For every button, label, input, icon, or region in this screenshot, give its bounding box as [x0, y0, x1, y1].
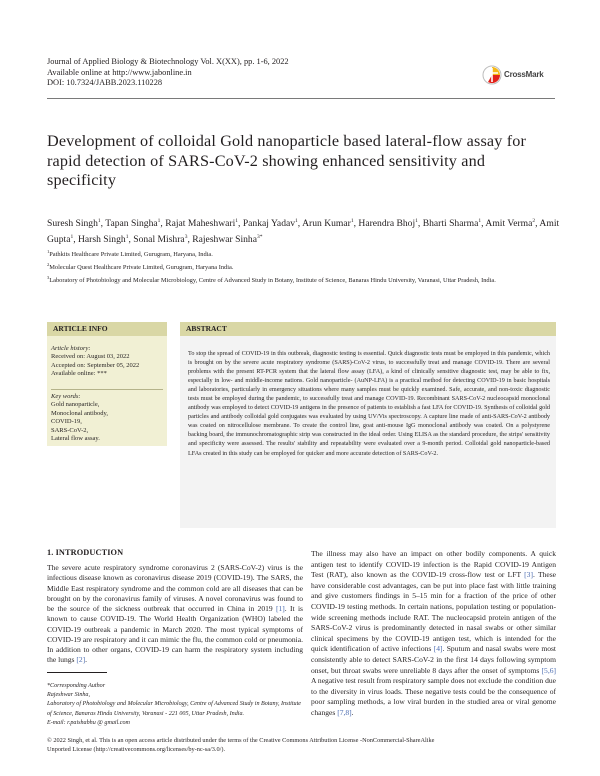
keyword-item: Lateral flow assay.	[51, 435, 100, 443]
author-list: Suresh Singh$^1$, Tapan Singha$^1$, Rajat Maheshwari$^1$, Pankaj Yadav$^1$, Arun Kumar$^1$, Harendra Bhoj$^1$, Bharti Sharma$^1$, Amit Verma$^2$, Amit Gupta$^1$, Harsh Singh$^1$, Sonal Mishra$^3$, Rajeshwar Sinha$^{3*}$	[47, 218, 560, 245]
article-title: Development of colloidal Gold nanoparticle based lateral-flow assay for rapid detection of SARS-CoV-2 showing enhanced sensitivity and specificity	[47, 132, 527, 190]
abstract-heading: ABSTRACT	[180, 322, 556, 336]
article-info-heading: ARTICLE INFO	[47, 322, 167, 336]
affiliation-text: Molecular Quest Healthcare Private Limited, Gurugram, Haryana India.	[49, 264, 234, 272]
author-name: Harendra Bhoj	[358, 218, 416, 230]
author-affiliation-mark: 1	[350, 218, 354, 224]
crossmark-icon	[482, 65, 502, 85]
intro-text: The illness may also have an impact on other bodily components. A quick antigen test to identify COVID-19 infection is the Rapid COVID-19 Antigen Test (RAT), also known as the COVID-19 cross-flow test or LFT	[311, 549, 556, 580]
intro-column-right	[311, 549, 556, 719]
author-affiliation-mark: 1	[70, 233, 74, 240]
journal-header	[47, 57, 289, 89]
affiliation-text: Laboratory of Photobiology and Molecular Microbiology, Centre of Advanced Study in Botany, Institute of Science, Banaras Hindu University, Varanasi, Uttar Pradesh, India.	[49, 277, 496, 285]
author-name: Harsh Singh	[78, 233, 126, 245]
author-affiliation-mark: 1	[97, 218, 101, 224]
header-divider	[47, 98, 555, 99]
author-name: Amit Gupta	[47, 218, 560, 245]
affiliation-item	[47, 247, 562, 260]
author-name: Arun Kumar	[302, 218, 351, 230]
license-line: © 2022 Singh, et al. This is an open access article distributed under the terms of the Creative Commons Attribution License -NonCommercial-ShareAlike	[47, 737, 435, 744]
author-affiliation-mark: 2	[532, 218, 536, 224]
affiliation-item	[47, 273, 562, 286]
available-date: Available online: ***	[51, 370, 107, 378]
keyword-item: Monoclonal antibody,	[51, 409, 108, 417]
section-heading-introduction: 1. INTRODUCTION	[47, 548, 124, 557]
intro-column-left	[47, 563, 303, 666]
author-name: Amit Verma	[485, 218, 533, 230]
author-affiliation-mark: 1	[125, 233, 129, 240]
affiliation-mark: 2	[47, 262, 50, 268]
author-affiliation-mark: 3	[184, 233, 188, 240]
article-history	[51, 345, 139, 379]
info-separator	[51, 389, 163, 390]
keyword-item: SARS-CoV-2,	[51, 426, 89, 434]
corresponding-email[interactable]: E-mail: r.paishabhu @ gmail.com	[47, 719, 130, 726]
corresponding-lab: Laboratory of Photobiology and Molecular Microbiology, Centre of Advanced Study in Botany, Institute of Science, Banaras Hindu University, Varanasi - 221 005, Uttar Pradesh, India.	[47, 701, 301, 717]
author-name: Tapan Singha	[105, 218, 158, 230]
keywords-section	[51, 393, 108, 443]
affiliation-mark: 3	[47, 275, 50, 281]
intro-text: . These have considerable cost advantages, can be put into place fast with little training and give customers findings in 5–15 min for a fraction of the price of other COVID-19 testing methods. In certain nations, population testing or population-wide screening methods include RAT. The nucleocapsid protein antigen of the SARS-CoV-2 virus is predominantly detected in nasal swabs or other similar clinical specimens by the COVID-19 antigen test, which is intended for the quick identification of active infections	[311, 570, 556, 654]
affiliation-item	[47, 260, 562, 273]
corresponding-name: Rajeshwar Sinha,	[47, 692, 90, 699]
intro-text: . Sputum and nasal swabs were most consistently able to detect SARS-CoV-2 in the first 14 days following symptom onset, but throat swabs were unreliable 8 days after the onset of symptoms	[311, 644, 556, 675]
available-online: Available online at http://www.jabonline.in	[47, 67, 192, 77]
license-footer	[47, 737, 557, 754]
keywords-label: Key words:	[51, 393, 81, 400]
citation-link[interactable]: [3]	[524, 570, 533, 580]
author-affiliation-mark: 1	[235, 218, 239, 224]
author-affiliation-mark: 1	[295, 218, 298, 224]
abstract-text: To stop the spread of COVID-19 in this outbreak, diagnostic testing is essential. Quick diagnostic tests must be employed in this pandemic, which is brought on by the severe acute respiratory syndrome (SARS)-CoV-2 virus, to successfully treat and manage COVID-19. There are several problems with the present RT-PCR system that the lateral flow assay (LFA), a kind of clinically sensitive diagnostic test, may be able to fix, especially in low- and middle-income nations. Gold nanoparticle- (AuNP-LFA) is a practical method for detecting COVID-19 in basic hospitals and laboratories, particularly in emergency situations where many samples must be quickly examined. Safe, accurate, and non-toxic diagnostic tests must be employed during the pandemic, to successfully treat and manage COVID-19. Recombinant SARS-CoV-2 nucleocapsid monoclonal antibody was employed to detect COVID-19 antigens in the presence of patients to establish a fast LFA for COVID-19. Synthesis of colloidal gold particles and antibody colloidal gold conjugates was evaluated by using UV/Vis spectroscopy. A capture line made of anti-SARS-CoV-2 antibody was coated on nitrocellulose membrane. To create the control line, goat anti-mouse IgG monoclonal antibody was coated. On a polystyrene backing board, the immunochromatographic strip was constructed in the ideal order. Using ELISA as the standard procedure, the strips' sensitivity and specificity were assessed. The results' stability and repeatability were evaluated over a 9-month period. Colloidal gold nanoparticle-based LFAs created in this study can be employed for quicker and more accurate detection of SARS-CoV-2.	[188, 351, 550, 457]
author-affiliation-mark: 1	[157, 218, 161, 224]
affiliation-mark: 1	[47, 249, 50, 254]
author-affiliation-mark: 3*	[256, 233, 263, 240]
history-label: Article history:	[51, 345, 91, 352]
journal-url-link[interactable]: http://www.jabonline.in	[112, 67, 192, 77]
author-name: Pankaj Yadav	[242, 218, 296, 230]
footnote-divider	[47, 672, 107, 673]
intro-text: A negative test result from respiratory sample does not exclude the condition due to the diversity in virus loads. These negative tests could be the consequence of poor sampling methods, a low viral burden in the studied area or viral genome changes	[311, 676, 556, 717]
crossmark-badge[interactable]	[482, 63, 554, 87]
author-affiliation-mark: 1	[478, 218, 482, 224]
author-name: Rajeshwar Sinha	[192, 233, 257, 245]
intro-text: .	[351, 707, 354, 717]
keyword-item: Gold nanoparticle,	[51, 401, 100, 409]
author-affiliation-mark: 1	[415, 218, 418, 224]
journal-line: Journal of Applied Biology & Biotechnology Vol. X(XX), pp. 1-6, 2022	[47, 57, 289, 66]
doi: DOI: 10.7324/JABB.2023.110228	[47, 78, 163, 88]
affiliations	[47, 247, 562, 286]
citation-link[interactable]: [5,6]	[541, 665, 556, 675]
author-name: Sonal Mishra	[133, 233, 185, 245]
citation-link[interactable]: [4]	[433, 644, 443, 654]
intro-text: .	[85, 655, 88, 665]
received-date: Received on: August 03, 2022	[51, 353, 130, 361]
corresponding-label: *Corresponding Author	[47, 683, 106, 689]
keyword-item: COVID-19,	[51, 418, 82, 426]
crossmark-label: CrossMark	[504, 70, 544, 79]
affiliation-text: Pathkits Healthcare Private Limited, Gurugram, Haryana, India.	[49, 251, 213, 259]
accepted-date: Accepted on: September 05, 2022	[51, 361, 140, 369]
intro-text: The severe acute respiratory syndrome coronavirus 2 (SARS-CoV-2) virus is the infectious disease known as coronavirus disease 2019 (COVID-19). The SARS, the Middle East respiratory syndrome and the common cold are all diseases that can be brought on by the coronavirus family of viruses. A novel coronavirus was found to be the source of the sickness outbreak that occurred in China in 2019	[47, 563, 303, 613]
intro-text: . It is known to cause COVID-19. The World Health Organization (WHO) labeled the COVID-19 outbreak a pandemic in March 2020. The most typical symptoms of COVID-19 are respiratory and it can mimic the flu, the common cold or pneumonia. In addition to other organs, COVID-19 can harm the respiratory system including the lungs	[47, 604, 303, 665]
license-line: Unported License (http://creativecommons.org/licenses/by-nc-sa/3.0/).	[47, 745, 226, 753]
author-name: Suresh Singh	[47, 218, 98, 230]
citation-link[interactable]: [2]	[76, 655, 86, 665]
citation-link[interactable]: [7,8]	[337, 707, 352, 717]
author-name: Rajat Maheshwari	[165, 218, 236, 230]
author-name: Bharti Sharma	[422, 218, 479, 230]
citation-link[interactable]: [1]	[275, 604, 285, 613]
corresponding-author	[47, 682, 303, 728]
